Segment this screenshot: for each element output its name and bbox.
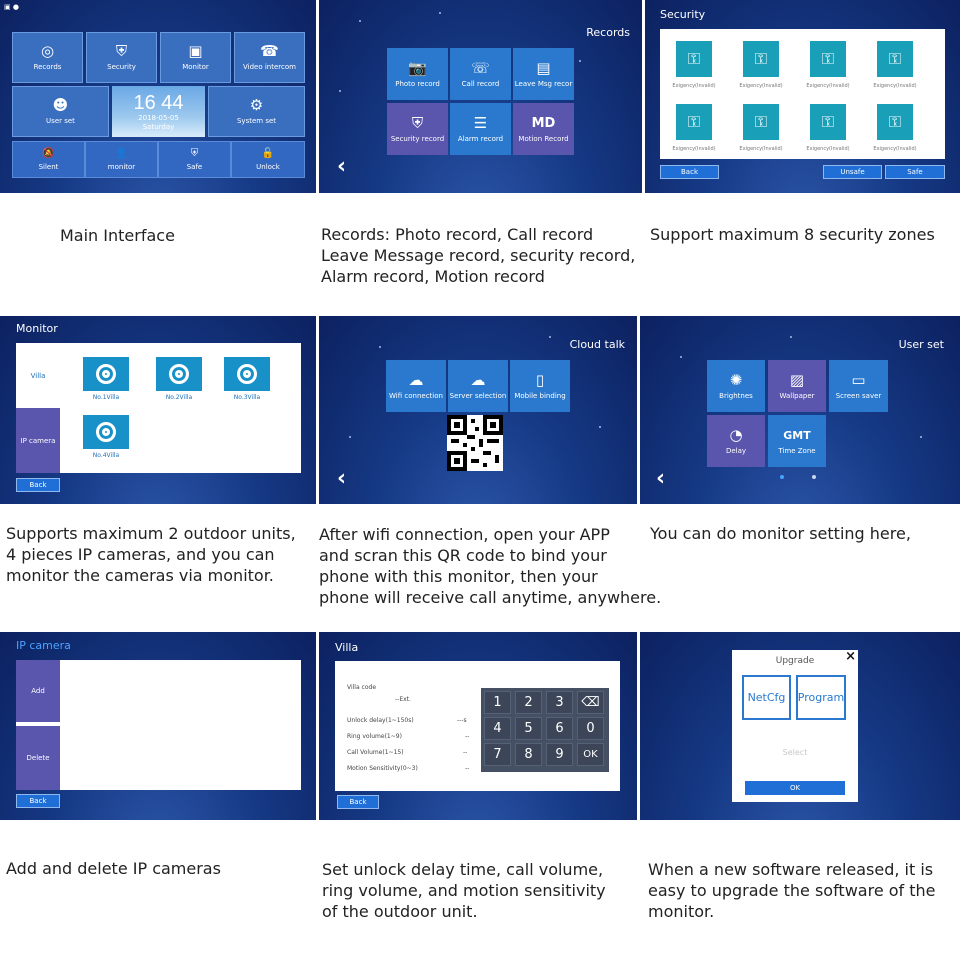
motion-sensitivity-value[interactable]: -- — [465, 765, 470, 772]
caption-main: Main Interface — [60, 226, 175, 245]
villa-back-button[interactable]: Back — [337, 795, 379, 809]
camera-2-icon[interactable] — [156, 357, 202, 391]
close-icon[interactable]: × — [845, 649, 856, 664]
user-set-title: User set — [898, 338, 944, 351]
tile-photo-record[interactable]: 📷 Photo record — [387, 48, 448, 100]
tile-brightness[interactable]: ✺ Brightnes — [707, 360, 765, 412]
zone-8-icon[interactable]: ⚿ — [877, 104, 913, 140]
intercom-icon: ☎ — [260, 42, 279, 60]
tile-wallpaper[interactable]: ▨ Wallpaper — [768, 360, 826, 412]
caption-villa: Set unlock delay time, call volume, ring volume, and motion sensitivity of the outdoor unit. — [322, 860, 606, 921]
netcfg-button[interactable]: NetCfg — [742, 675, 791, 720]
tile-leave-msg-record[interactable]: ▤ Leave Msg recor — [513, 48, 574, 100]
person-icon: 👤 — [115, 147, 128, 159]
call-volume-value[interactable]: -- — [463, 749, 468, 756]
clock-date: 2018-05-05 — [138, 114, 179, 122]
upgrade-title: Upgrade — [775, 656, 815, 666]
clock-day: Saturday — [142, 123, 175, 131]
brightness-icon: ✺ — [729, 370, 743, 389]
caption-upgrade: When a new software released, it is easy to upgrade the software of the monitor. — [648, 860, 936, 921]
ip-camera-title: IP camera — [16, 639, 71, 652]
bottom-safe[interactable]: ⛨ Safe — [158, 141, 231, 178]
tile-screen-saver[interactable]: ▭ Screen saver — [829, 360, 888, 412]
zone-6-label: Exigency(Invalid) — [739, 146, 783, 152]
records-icon: ◎ — [40, 42, 55, 60]
key-5[interactable]: 5 — [515, 717, 542, 740]
monitor-panel — [16, 343, 301, 473]
tile-alarm-record[interactable]: ☰ Alarm record — [450, 103, 511, 155]
clock-widget — [112, 86, 205, 137]
records-screen — [319, 0, 642, 193]
caption-security: Support maximum 8 security zones — [650, 225, 935, 244]
tab-ip-camera[interactable]: IP camera — [16, 408, 60, 473]
security-zone-panel — [660, 29, 945, 159]
monitor-back-button[interactable]: Back — [16, 478, 60, 492]
zone-5-icon[interactable]: ⚿ — [676, 104, 712, 140]
ok-button[interactable]: OK — [745, 781, 845, 795]
message-icon: ▤ — [536, 58, 551, 77]
user-icon: ☻ — [52, 96, 69, 114]
upgrade-screen — [640, 632, 960, 820]
cloud-talk-title: Cloud talk — [569, 338, 625, 351]
main-interface-screen — [0, 0, 316, 193]
qr-code — [447, 415, 503, 471]
tile-security[interactable]: ⛨ Security — [86, 32, 157, 83]
records-title: Records — [586, 26, 630, 39]
unlock-icon: 🔓 — [261, 147, 275, 159]
cloud-upload-icon: ☁ — [470, 370, 486, 389]
cloud-talk-screen — [319, 316, 637, 504]
tile-mobile-binding[interactable]: ▯ Mobile binding — [510, 360, 570, 412]
key-9[interactable]: 9 — [546, 743, 573, 766]
delay-icon: ◔ — [729, 425, 743, 444]
gear-icon: ⚙ — [249, 96, 264, 114]
ring-volume-value[interactable]: -- — [465, 733, 470, 740]
tile-motion-record[interactable]: MD Motion Record — [513, 103, 574, 155]
villa-panel — [335, 661, 620, 791]
villa-title: Villa — [335, 641, 359, 654]
clock-time: 16 44 — [133, 92, 184, 114]
key-3[interactable]: 3 — [546, 691, 573, 714]
select-label[interactable]: Select — [782, 748, 808, 757]
monitor-screen — [0, 316, 316, 504]
upgrade-dialog — [732, 650, 858, 802]
tile-wifi-connection[interactable]: ☁ Wifi connection — [386, 360, 446, 412]
key-7[interactable]: 7 — [484, 743, 511, 766]
silent-icon: 🔕 — [42, 147, 55, 159]
tile-call-record[interactable]: ☏ Call record — [450, 48, 511, 100]
program-button[interactable]: Program — [796, 675, 846, 720]
delete-button[interactable]: Delete — [16, 726, 60, 790]
monitor-icon: ▣ — [188, 42, 203, 60]
zone-2-icon[interactable]: ⚿ — [743, 41, 779, 77]
camera-icon: 📷 — [408, 58, 427, 77]
zone-5-label: Exigency(Invalid) — [672, 146, 716, 152]
key-0[interactable]: 0 — [577, 717, 604, 740]
page-dot-2[interactable] — [812, 475, 816, 479]
mobile-icon: ▯ — [535, 370, 545, 389]
zone-2-label: Exigency(Invalid) — [739, 83, 783, 89]
status-icons: ▣ ● — [4, 3, 19, 11]
zone-7-label: Exigency(Invalid) — [806, 146, 850, 152]
villa-code-value[interactable]: --Ext. — [395, 696, 411, 703]
tile-video-intercom[interactable]: ☎ Video intercom — [234, 32, 305, 83]
zone-4-label: Exigency(Invalid) — [873, 83, 917, 89]
security-title: Security — [660, 8, 706, 21]
back-chevron-icon[interactable]: ‹ — [337, 466, 347, 491]
villa-screen — [319, 632, 637, 820]
camera-1-icon[interactable] — [83, 357, 129, 391]
key-8[interactable]: 8 — [515, 743, 542, 766]
zone-1-label: Exigency(Invalid) — [672, 83, 716, 89]
key-ok[interactable]: OK — [577, 743, 604, 766]
bottom-silent[interactable]: 🔕 Silent — [12, 141, 85, 178]
gmt-icon: GMT — [783, 428, 811, 442]
tile-system-set[interactable]: ⚙ System set — [208, 86, 305, 137]
camera-3-label: No.3Villa — [233, 394, 261, 401]
tile-delay[interactable]: ◔ Delay — [707, 415, 765, 467]
tile-server-selection[interactable]: ☁ Server selection — [448, 360, 508, 412]
caption-cloud: After wifi connection, open your APP and scran this QR code to bind your phone with this monitor, then your phone will receive call anytime, anywhere. — [319, 525, 662, 607]
tile-security-record[interactable]: ⛨ Security record — [387, 103, 448, 155]
backspace-icon[interactable]: ⌫ — [577, 691, 604, 714]
wallpaper-icon: ▨ — [789, 370, 805, 389]
motion-icon: MD — [531, 115, 556, 131]
unsafe-button[interactable]: Unsafe — [823, 165, 882, 179]
zone-3-icon[interactable]: ⚿ — [810, 41, 846, 77]
key-6[interactable]: 6 — [546, 717, 573, 740]
key-4[interactable]: 4 — [484, 717, 511, 740]
back-chevron-icon[interactable]: ‹ — [656, 466, 666, 491]
tab-villa[interactable]: Villa — [30, 371, 46, 380]
user-set-screen — [640, 316, 960, 504]
back-chevron-icon[interactable]: ‹ — [337, 154, 347, 179]
phone-icon: ☏ — [471, 58, 490, 77]
zone-8-label: Exigency(Invalid) — [873, 146, 917, 152]
zone-1-icon[interactable]: ⚿ — [676, 41, 712, 77]
safe-button[interactable]: Safe — [885, 165, 945, 179]
bottom-unlock[interactable]: 🔓 Unlock — [231, 141, 305, 178]
camera-2-label: No.2Villa — [165, 394, 193, 401]
tile-time-zone[interactable]: GMT Time Zone — [768, 415, 826, 467]
motion-sensitivity-label: Motion Sensitivity(0~3) — [347, 765, 418, 772]
caption-monitor: Supports maximum 2 outdoor units, 4 pieces IP cameras, and you can monitor the cameras via monitor. — [6, 524, 296, 585]
key-2[interactable]: 2 — [515, 691, 542, 714]
zone-6-icon[interactable]: ⚿ — [743, 104, 779, 140]
tile-user-set[interactable]: ☻ User set — [12, 86, 109, 137]
zone-7-icon[interactable]: ⚿ — [810, 104, 846, 140]
unlock-delay-value[interactable]: ---s — [457, 717, 467, 724]
ip-camera-screen — [0, 632, 316, 820]
tile-records[interactable]: ◎ Records — [12, 32, 83, 83]
camera-4-icon[interactable] — [83, 415, 129, 449]
villa-code-label: Villa code — [347, 684, 377, 691]
ring-volume-label: Ring volume(1~9) — [347, 733, 402, 740]
screen-saver-icon: ▭ — [851, 370, 866, 389]
monitor-title: Monitor — [16, 322, 58, 335]
caption-userset: You can do monitor setting here, — [650, 524, 911, 543]
add-button[interactable]: Add — [16, 660, 60, 722]
ip-camera-back-button[interactable]: Back — [16, 794, 60, 808]
call-volume-label: Call Volume(1~15) — [347, 749, 404, 756]
camera-4-label: No.4Villa — [92, 452, 120, 459]
safe-icon: ⛨ — [190, 147, 199, 159]
zone-3-label: Exigency(Invalid) — [806, 83, 850, 89]
key-1[interactable]: 1 — [484, 691, 511, 714]
unlock-delay-label: Unlock delay(1~150s) — [347, 717, 414, 724]
security-screen — [645, 0, 960, 193]
shield-icon: ⛨ — [115, 42, 128, 60]
shield-icon: ⛨ — [411, 113, 424, 132]
page-dot-1[interactable] — [780, 475, 784, 479]
tile-monitor[interactable]: ▣ Monitor — [160, 32, 231, 83]
cloud-icon: ☁ — [408, 370, 424, 389]
zone-4-icon[interactable]: ⚿ — [877, 41, 913, 77]
camera-1-label: No.1Villa — [92, 394, 120, 401]
list-icon: ☰ — [473, 113, 488, 132]
camera-3-icon[interactable] — [224, 357, 270, 391]
ip-camera-panel — [16, 660, 301, 790]
caption-records: Records: Photo record, Call record Leave Message record, security record, Alarm record, Motion record — [321, 225, 636, 286]
security-back-button[interactable]: Back — [660, 165, 719, 179]
bottom-monitor[interactable]: 👤 monitor — [85, 141, 158, 178]
caption-ipcam: Add and delete IP cameras — [6, 859, 221, 878]
